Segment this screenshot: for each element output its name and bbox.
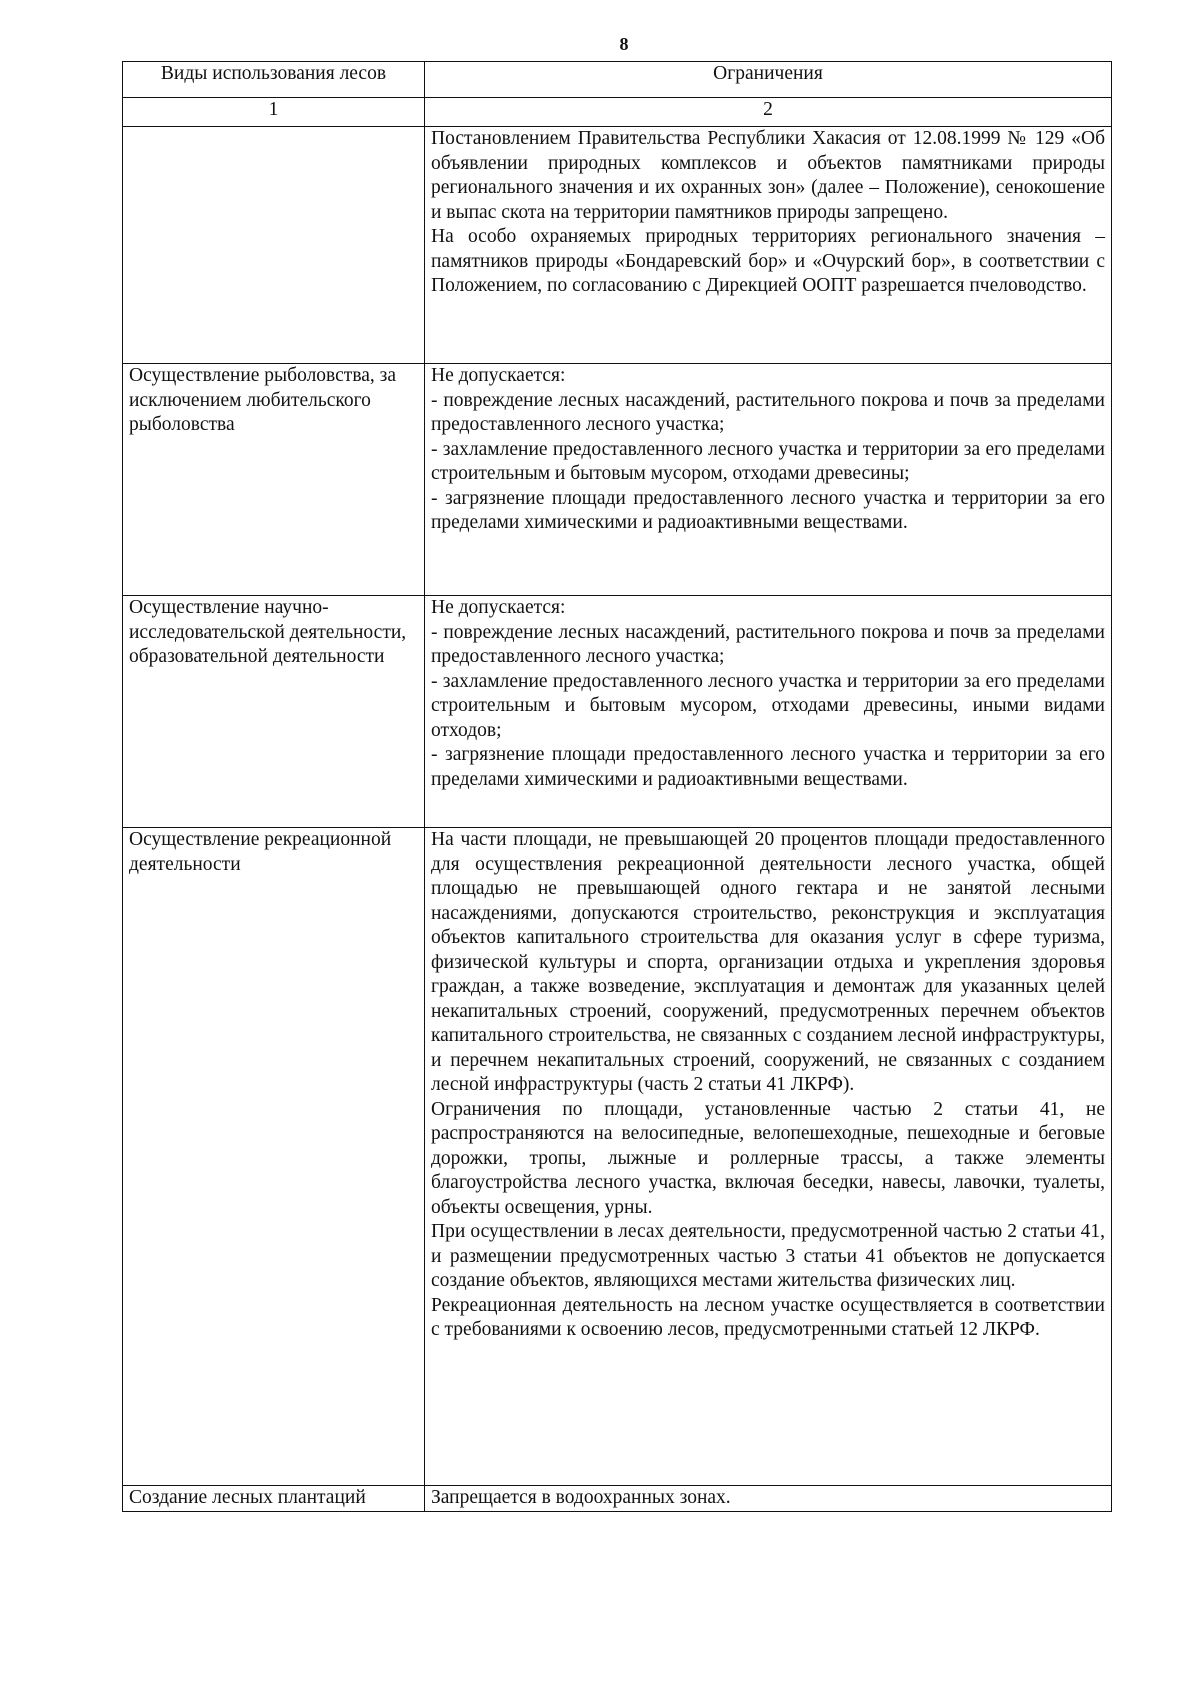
table-row	[123, 127, 1112, 364]
restriction-paragraph: - повреждение лесных насаждений, растительного покрова и почв за пределами предоставленного лесного участка;	[431, 389, 1105, 435]
restrictions-cell	[425, 364, 1112, 596]
page-number: 8	[619, 34, 629, 54]
restriction-paragraph: - захламление предоставленного лесного участка и территории за его пределами строительным и бытовым мусором, отходами древесины, иными видами отходов;	[431, 670, 1105, 741]
forest-use-restrictions-table	[122, 61, 1112, 1512]
restriction-paragraph: При осуществлении в лесах деятельности, предусмотренной частью 2 статьи 41, и размещении предусмотренных частью 3 статьи 41 объектов не допускается создание объектов, являющихся местами жительства физических лиц.	[431, 1221, 1105, 1291]
forest-use-type-cell: Создание лесных плантаций	[123, 1486, 425, 1512]
restriction-paragraph: Рекреационная деятельность на лесном участке осуществляется в соответствии с требованиями к освоению лесов, предусмотренными статьей 12 ЛКРФ.	[431, 1294, 1105, 1340]
restriction-paragraph: Запрещается в водоохранных зонах.	[431, 1487, 731, 1508]
restrictions-cell	[425, 828, 1112, 1486]
column-header-forest-use-type: Виды использования лесов	[123, 62, 425, 98]
table-row	[123, 828, 1112, 1486]
column-number-2: 2	[425, 98, 1112, 127]
restriction-paragraph: - загрязнение площади предоставленного лесного участка и территории за его пределами химическими и радиоактивными веществами.	[431, 487, 1105, 533]
forest-use-type-cell: Осуществление рыболовства, за исключением любительского рыболовства	[123, 364, 425, 596]
column-header-restrictions: Ограничения	[425, 62, 1112, 98]
restriction-paragraph: На особо охраняемых природных территориях регионального значения – памятников природы «Бондаревский бор» и «Очурский бор», в соответствии с Положением, по согласованию с Дирекцией ООПТ разрешается пчеловодство.	[431, 226, 1105, 296]
restrictions-cell	[425, 127, 1112, 364]
restriction-paragraph: Постановлением Правительства Республики Хакасия от 12.08.1999 № 129 «Об объявлении природных комплексов и объектов памятниками природы регионального значения и их охранных зон» (далее – Положение), сенокошение и выпас скота на территории памятников природы запрещено.	[431, 128, 1105, 223]
forest-use-type-cell: Осуществление научно-исследовательской деятельности, образовательной деятельности	[123, 596, 425, 828]
column-number-row	[123, 98, 1112, 127]
forest-use-type-cell	[123, 127, 425, 364]
table-row	[123, 596, 1112, 828]
column-number-1: 1	[123, 98, 425, 127]
restriction-paragraph: - загрязнение площади предоставленного лесного участка и территории за его пределами химическими и радиоактивными веществами.	[431, 744, 1105, 790]
restriction-paragraph: На части площади, не превышающей 20 процентов площади предоставленного для осуществления рекреационной деятельности лесного участка, общей площадью не превышающей одного гектара и не занятой лесными насаждениями, допускаются строительство, реконструкция и эксплуатация объектов капитального строительства для оказания услуг в сфере туризма, физической культуры и спорта, организации отдыха и укрепления здоровья граждан, а также возведение, эксплуатация и демонтаж для указанных целей некапитальных строений, сооружений, предусмотренных перечнем объектов капитального строительства, не связанных с созданием лесной инфраструктуры, и перечнем некапитальных строений, сооружений, не связанных с созданием лесной инфраструктуры (часть 2 статьи 41 ЛКРФ).	[431, 829, 1105, 1095]
restriction-paragraph: - захламление предоставленного лесного участка и территории за его пределами строительным и бытовым мусором, отходами древесины;	[431, 438, 1105, 484]
restriction-paragraph: Ограничения по площади, установленные частью 2 статьи 41, не распространяются на велосипедные, велопешеходные, пешеходные и беговые дорожки, тропы, лыжные и роллерные трассы, а также элементы благоустройства лесного участка, включая беседки, навесы, лавочки, туалеты, объекты освещения, урны.	[431, 1098, 1105, 1218]
restriction-paragraph: Не допускается:	[431, 597, 566, 618]
restrictions-cell	[425, 1486, 1112, 1512]
table-header-row	[123, 62, 1112, 98]
restriction-paragraph: Не допускается:	[431, 365, 566, 386]
table-row	[123, 364, 1112, 596]
restriction-paragraph: - повреждение лесных насаждений, растительного покрова и почв за пределами предоставленного лесного участка;	[431, 621, 1105, 667]
restrictions-cell	[425, 596, 1112, 828]
forest-use-type-cell: Осуществление рекреационной деятельности	[123, 828, 425, 1486]
table-row	[123, 1486, 1112, 1512]
